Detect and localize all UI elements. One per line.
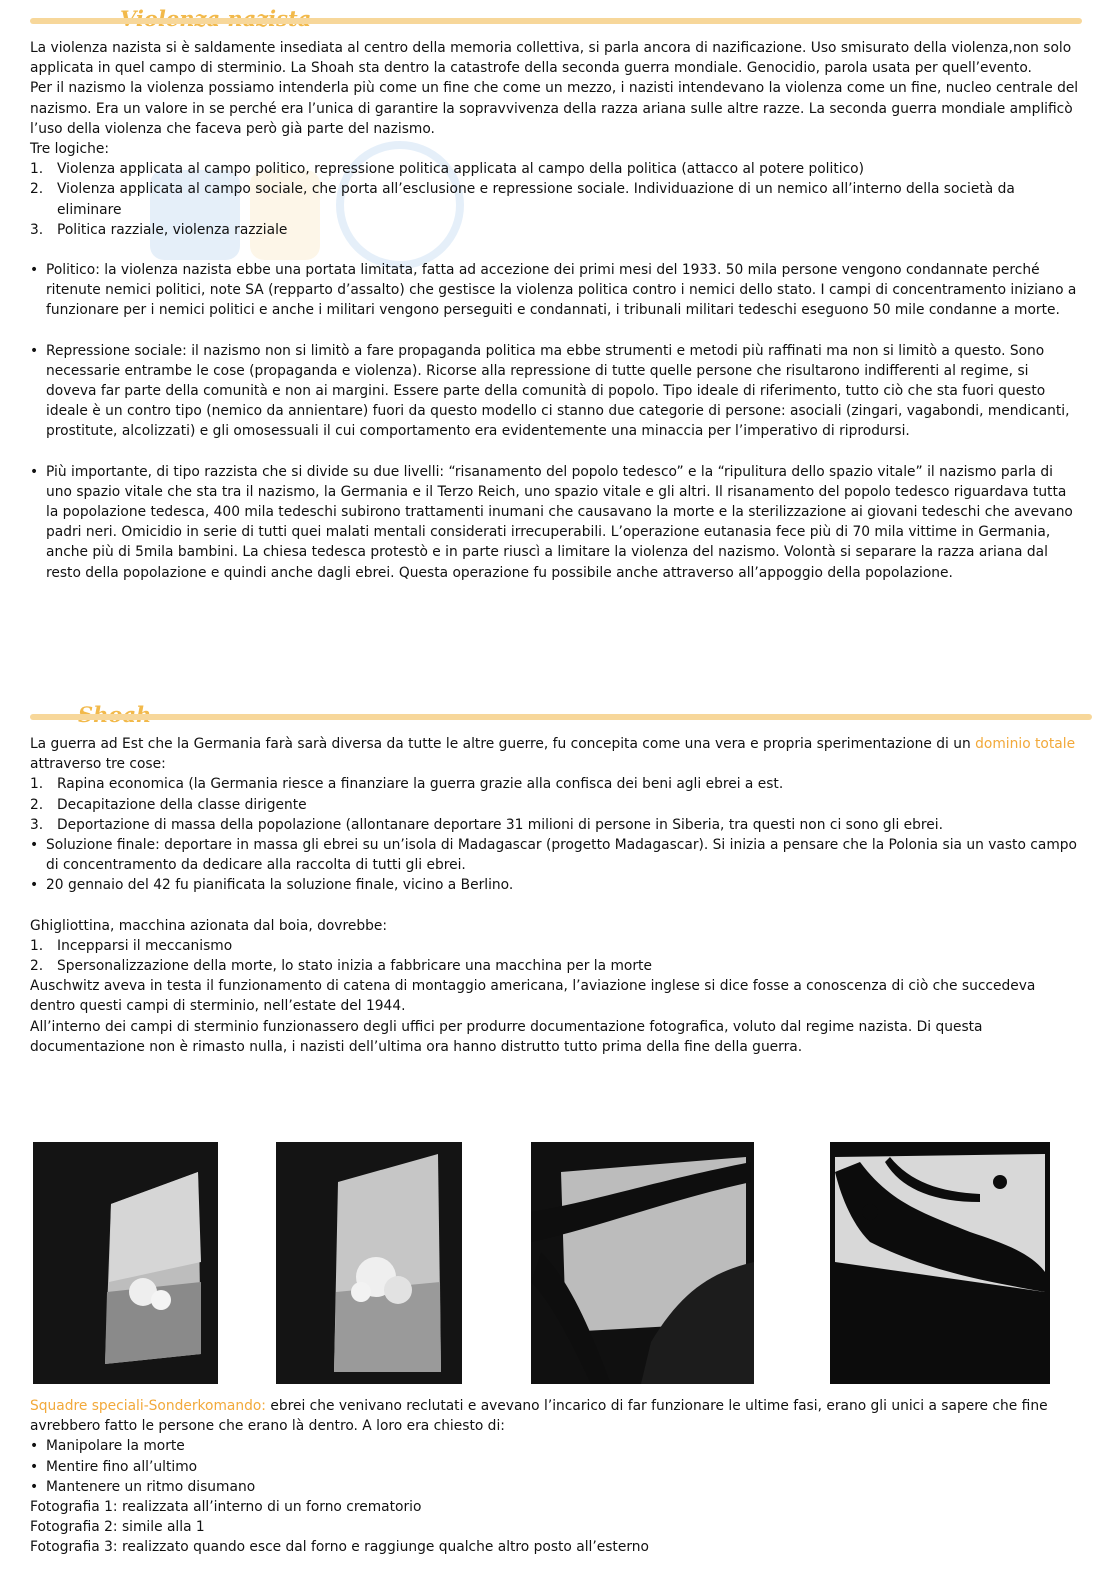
list-item: 2. Spersonalizzazione della morte, lo stato inizia a fabbricare una macchina per la morte <box>30 958 652 975</box>
violenza-section <box>30 38 1080 583</box>
shoah-section <box>30 734 1080 1057</box>
bullet-list <box>30 341 1080 442</box>
list-item: • 20 gennaio del 42 fu pianificata la soluzione finale, vicino a Berlino. <box>30 877 514 894</box>
photo-fotografia-1 <box>33 1142 218 1384</box>
photo-caption: Fotografia 3: realizzato quando esce dal forno e raggiunge qualche altro posto all’esterno <box>30 1539 649 1556</box>
photo-caption: Fotografia 1: realizzata all’interno di un forno crematorio <box>30 1499 422 1516</box>
list-item: 3. Politica razziale, violenza razziale <box>30 221 288 238</box>
list-label: Ghigliottina, macchina azionata dal boia, dovrebbe: <box>30 917 387 934</box>
highlight-squadre-speciali: Squadre speciali-Sonderkomando: <box>30 1398 266 1414</box>
list-item: • Mentire fino all’ultimo <box>30 1458 198 1475</box>
paragraph: Per il nazismo la violenza possiamo intenderla più come un fine che come un mezzo, i nazisti intendevano la violenza come un fine, nucleo centrale del nazismo. Era un valore in se perché era l’unica di garantire la sopravvivenza della razza ariana sulle altre razze. La seconda guerra mondiale amplificò l’uso della violenza che faceva però già parte del nazismo. <box>30 80 1079 137</box>
photo-fotografia-3 <box>531 1142 754 1384</box>
list-item: • Mantenere un ritmo disumano <box>30 1478 256 1495</box>
list-item: 1. Incepparsi il meccanismo <box>30 937 233 954</box>
photo-fotografia-2 <box>276 1142 462 1384</box>
paragraph: La violenza nazista si è saldamente insediata al centro della memoria collettiva, si parla ancora di nazificazione. Uso smisurato della violenza,non solo applicata in quel campo di sterminio. La Shoah sta dentro la catastrofe della seconda guerra mondiale. Genocidio, parola usata per quell’evento. <box>30 40 1072 77</box>
bullet-list <box>30 1436 1080 1497</box>
list-item: 1. Rapina economica (la Germania riesce a finanziare la guerra grazie alla confisca dei beni agli ebrei a est. <box>30 776 784 793</box>
list-item: 3. Deportazione di massa della popolazione (allontanare deportare 31 milioni di persone in Siberia, tra questi non ci sono gli ebrei. <box>30 816 944 833</box>
bullet-list <box>30 260 1080 321</box>
paragraph: Squadre speciali-Sonderkomando: ebrei che venivano reclutati e avevano l’incarico di far funzionare le ultime fasi, erano gli unici a sapere che fine avrebbero fatto le persone che erano là dentro. A loro era chiesto di: <box>30 1398 1048 1435</box>
paragraph: Auschwitz aveva in testa il funzionamento di catena di montaggio americana, l’aviazione inglese si dice fosse a conoscenza di ciò che succedeva dentro questi campi di sterminio, nell’estate del 1944. <box>30 978 1036 1015</box>
list-item: • Repressione sociale: il nazismo non si limitò a fare propaganda politica ma ebbe strumenti e metodi più raffinati ma non si limitò a questo. Sono necessarie entrambe le cose (propaganda e violenza). Ricorse alla repressione di tutte quelle persone che risultarono indifferenti al regime, si doveva far parte della comunità e non ai margini. Essere parte della comunità di popolo. Tipo ideale di riferimento, tutto ciò che sta fuori questo ideale è un contro tipo (nemico da annientare) fuori da questo modello ci stanno due categorie di persone: asociali (zingari, vagabondi, mendicanti, prostitute, alcolizzati) e gli omosessuali il cui comportamento era evidentemente una minaccia per l’imperativo di riprodursi. <box>30 342 1070 440</box>
squadre-section <box>30 1396 1080 1558</box>
list-item: 1. Violenza applicata al campo politico, repressione politica applicata al campo della politica (attacco al potere politico) <box>30 161 864 178</box>
numbered-list <box>30 774 1080 835</box>
section-rule <box>30 18 1082 24</box>
list-item: 2. Decapitazione della classe dirigente <box>30 796 307 813</box>
bullet-list <box>30 835 1080 896</box>
paragraph: All’interno dei campi di sterminio funzionassero degli uffici per produrre documentazione fotografica, voluto dal regime nazista. Di questa documentazione non è rimasto nulla, i nazisti dell’ultima ora hanno distrutto tutto prima della fine della guerra. <box>30 1018 983 1055</box>
photo-fotografia-4 <box>830 1142 1050 1384</box>
numbered-list <box>30 159 1080 240</box>
list-item: • Più importante, di tipo razzista che si divide su due livelli: “risanamento del popolo tedesco” e la “ripulitura dello spazio vitale” il nazismo parla di uno spazio vitale che sta tra il nazismo, la Germania e il Terzo Reich, uno spazio vitale e gli altri. Il risanamento del popolo tedesco riguardava tutta la popolazione tedesca, 400 mila tedeschi subirono trattamenti inumani che causavano la morte e la sterilizzazione ai giovani tedeschi che avevano padri neri. Omicidio in serie di tutti quei malati mentali considerati irrecuperabili. L’operazione eutanasia fece più di 70 mila vittime in Germania, anche più di 5mila bambini. La chiesa tedesca protestò e in parte riuscì a limitare la violenza del nazismo. Volontà si separare la razza ariana dal resto della popolazione e quindi anche dagli ebrei. Questa operazione fu possibile anche attraverso all’appoggio della popolazione. <box>30 463 1073 581</box>
photo-caption: Fotografia 2: simile alla 1 <box>30 1519 205 1536</box>
section-rule <box>30 714 1092 720</box>
list-item: 2. Violenza applicata al campo sociale, che porta all’esclusione e repressione sociale. Individuazione di un nemico all’interno della società da eliminare <box>30 181 1015 218</box>
list-item: • Politico: la violenza nazista ebbe una portata limitata, fatta ad accezione dei primi mesi del 1933. 50 mila persone vengono condannate perché ritenute nemici politici, note SA (repparto d’assalto) che gestisce la violenza politica contro i nemici dello stato. I campi di concentramento iniziano a funzionare per i nemici politici e anche i militari vengono perseguiti e condannati, i tribunali militari tedeschi eseguono 50 mile condanne a morte. <box>30 262 1077 319</box>
highlight-dominio-totale: dominio totale <box>975 736 1076 752</box>
list-label: Tre logiche: <box>30 141 109 158</box>
bullet-list <box>30 462 1080 583</box>
list-item: • Manipolare la morte <box>30 1438 185 1455</box>
paragraph: La guerra ad Est che la Germania farà sarà diversa da tutte le altre guerre, fu concepita come una vera e propria sperimentazione di un dominio totale attraverso tre cose: <box>30 736 1076 773</box>
numbered-list <box>30 936 1080 976</box>
list-item: • Soluzione finale: deportare in massa gli ebrei su un’isola di Madagascar (progetto Madagascar). Si inizia a pensare che la Polonia sia un vasto campo di concentramento da dedicare alla raccolta di tutti gli ebrei. <box>30 837 1077 874</box>
